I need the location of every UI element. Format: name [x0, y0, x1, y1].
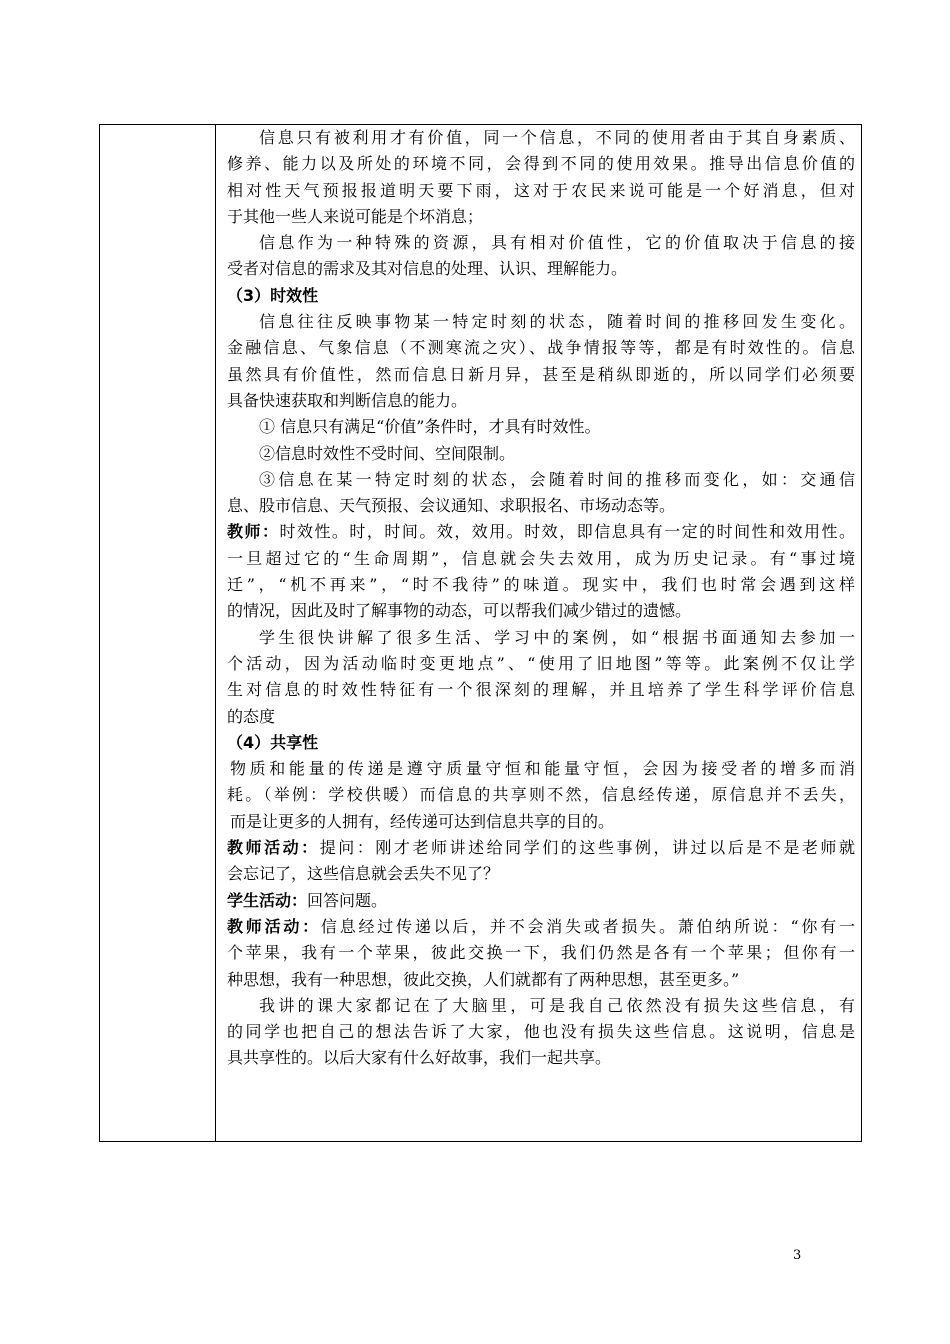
text-span: 时效性。时，时间。效，效用。时效，即信息具有一定的时间性和效用性。: [279, 522, 855, 542]
text-span: 信息经过传递以后，并不会消失或者损失。萧伯纳所说：“你有一: [320, 916, 855, 936]
speaker-label: 学生活动：: [227, 890, 308, 910]
text-line: 相对性天气预报报道明天要下雨，这对于农民来说可能是一个好消息，但对: [227, 180, 855, 200]
text-line: 金融信息、气象信息（不测寒流之灾）、战争情报等等，都是有时效性的。信息: [227, 338, 855, 358]
text-line: 息、股市信息、天气预报、会议通知、求职报名、市场动态等。: [227, 496, 676, 516]
text-line: 信息作为一种特殊的资源，具有相对价值性，它的价值取决于信息的接: [259, 233, 855, 253]
text-line: 信息只有被利用才有价值，同一个信息，不同的使用者由于其自身素质、: [259, 128, 855, 147]
text-line: 物质和能量的传递是遵守质量守恒和能量守恒，会因为接受者的增多而消: [230, 759, 855, 779]
text-line: 生对信息的时效性特征有一个很深刻的理解，并且培养了学生科学评价信息: [227, 680, 855, 700]
text-line: [227, 519, 855, 545]
option-line: ②信息时效性不受时间、空间限制。: [259, 443, 516, 463]
text-line: 会忘记了，这些信息就会丢失不见了？: [227, 864, 500, 884]
text-line: 一旦超过它的“生命周期”，信息就会失去效用，成为历史记录。有“事过境: [227, 548, 855, 568]
text-line: 学生很快讲解了很多生活、学习中的案例，如“根据书面通知去参加一: [259, 627, 855, 647]
option-line: ① 信息只有满足“价值”条件时，才具有时效性。: [259, 417, 601, 437]
content-cell: [227, 125, 855, 1072]
text-line: 的情况，因此及时了解事物的动态，可以帮我们减少错过的遗憾。: [227, 601, 692, 621]
text-line: 耗。（举例：学校供暖）而信息的共享则不然，信息经传递，原信息并不丢失，: [227, 785, 855, 805]
text-line: 受者对信息的需求及其对信息的处理、认识、理解能力。: [227, 259, 628, 279]
text-span: 回答问题。: [307, 890, 388, 910]
text-line: 的同学也把自己的想法告诉了大家，他也没有损失这些信息。这说明，信息是: [227, 1022, 855, 1042]
section-heading-timeliness: （3）时效性: [227, 285, 319, 305]
speaker-label: 教师：: [227, 522, 280, 542]
text-line: 具共享性的。以后大家有什么好故事，我们一起共享。: [227, 1048, 612, 1068]
text-line: 具备快速获取和判断信息的能力。: [227, 390, 468, 410]
text-line: 个活动，因为活动临时变更地点”、“使用了旧地图”等等。此案例不仅让学: [227, 653, 855, 673]
text-line: 虽然具有价值性，然而信息日新月异，甚至是稍纵即逝的，所以同学们必须要: [227, 364, 855, 384]
left-column-cell: [100, 125, 216, 1141]
speaker-label: 教师活动：: [227, 916, 321, 936]
text-line: 信息往往反映事物某一特定时刻的状态，随着时间的推移回发生变化。: [259, 312, 855, 332]
text-line: 修养、能力以及所处的环境不同，会得到不同的使用效果。推导出信息价值的: [227, 154, 855, 174]
text-line: 种思想，我有一种思想，彼此交换，人们就都有了两种思想，甚至更多。”: [227, 969, 740, 989]
text-line: 于其他一些人来说可能是个坏消息；: [227, 206, 484, 226]
text-line: [227, 835, 855, 861]
lesson-table: [99, 124, 862, 1142]
text-span: 提问：刚才老师讲述给同学们的这些事例，讲过以后是不是老师就: [319, 838, 855, 858]
text-line: 我讲的课大家都记在了大脑里，可是我自己依然没有损失这些信息，有: [259, 995, 855, 1015]
text-line: [227, 914, 855, 940]
text-line: 的态度: [227, 706, 276, 726]
text-line: [227, 888, 855, 914]
text-line: 而是让更多的人拥有，经传递可达到信息共享的目的。: [230, 811, 615, 831]
section-heading-sharing: （4）共享性: [227, 732, 319, 752]
text-line: 个苹果，我有一个苹果，彼此交换一下，我们仍然是各有一个苹果；但你有一: [227, 943, 855, 963]
text-line: 迁”，“机不再来”，“时不我待”的味道。现实中，我们也时常会遇到这样: [227, 575, 855, 595]
option-line: ③信息在某一特定时刻的状态，会随着时间的推移而变化，如：交通信: [259, 469, 855, 489]
speaker-label: 教师活动：: [227, 838, 320, 858]
page-number: 3: [793, 1248, 802, 1263]
